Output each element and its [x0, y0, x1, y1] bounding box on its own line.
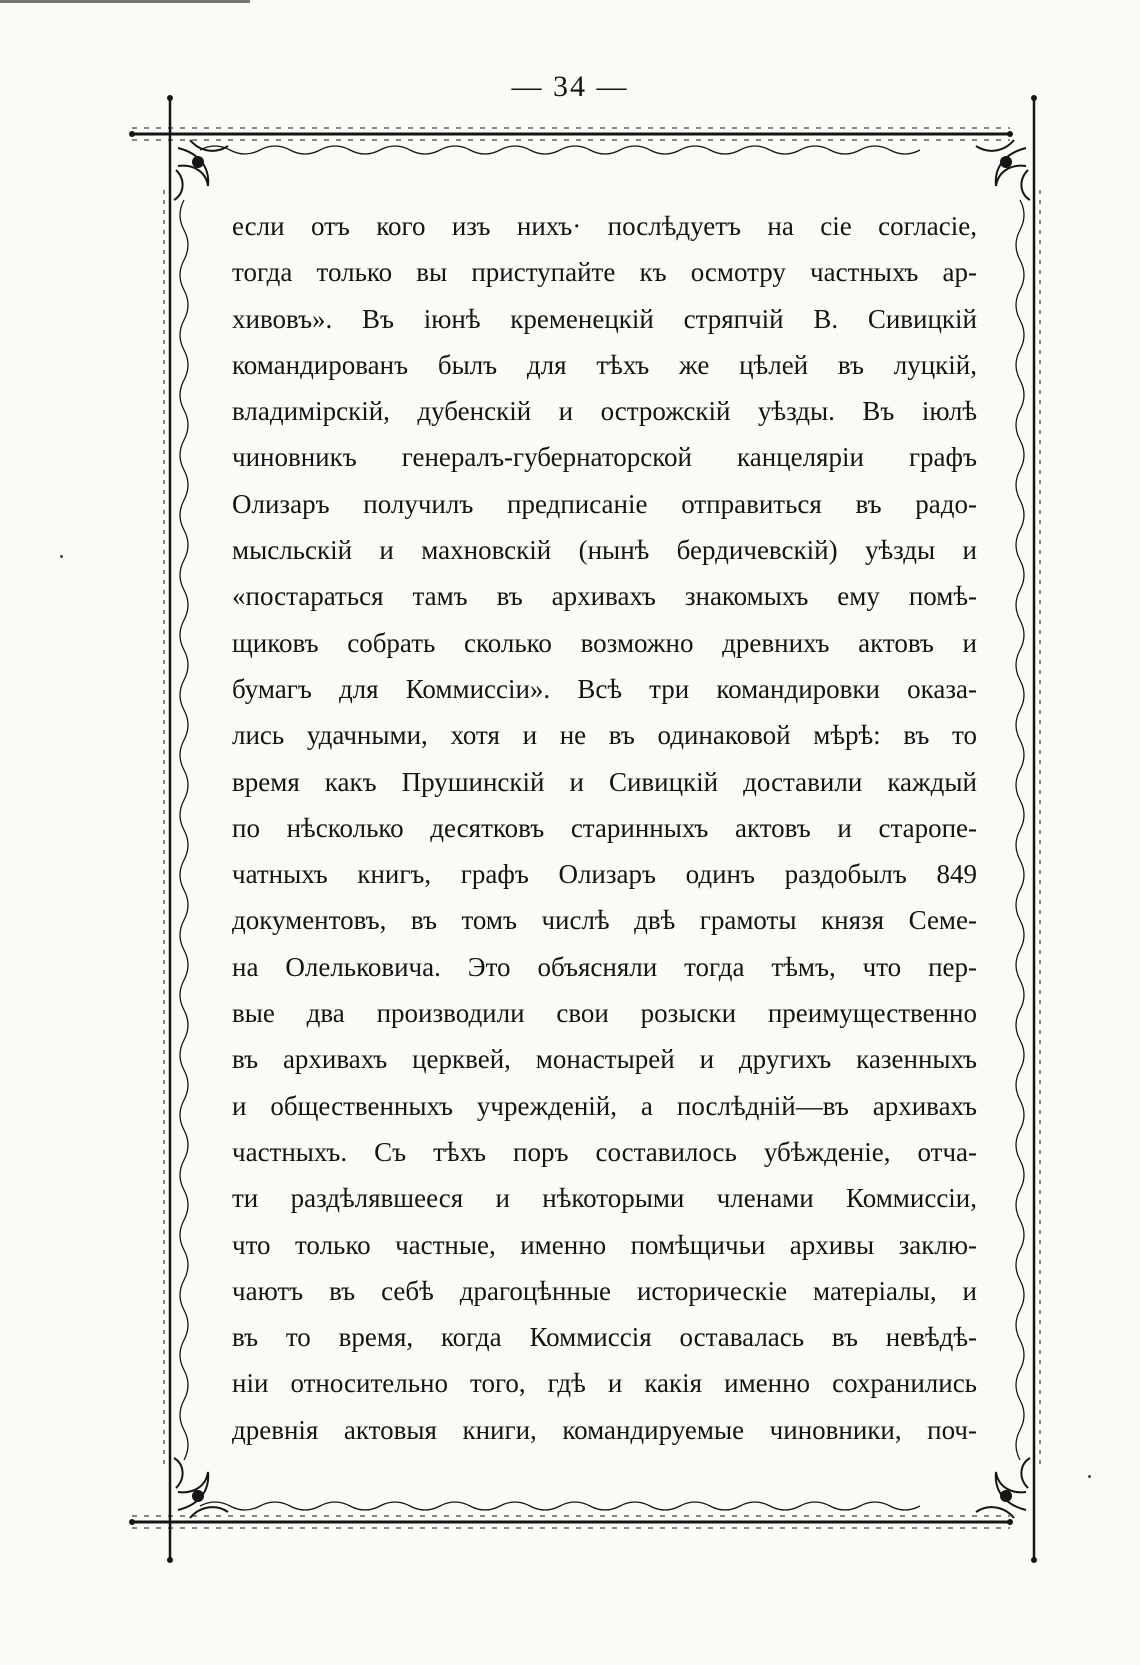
text-line: документовъ, въ томъ числѣ двѣ грамоты князя Семе-: [232, 905, 977, 936]
text-line: ти раздѣлявшееся и нѣкоторыми членами Коммиссіи,: [232, 1183, 977, 1214]
page-number: — 34 —: [511, 70, 629, 103]
corner-flourish-top-left-icon: [174, 140, 228, 200]
text-line: лись удачными, хотя и не въ одинаковой мѣрѣ: въ то: [232, 720, 977, 751]
bottom-border-rule: [132, 1502, 1010, 1528]
scan-speck: [60, 555, 63, 558]
corner-flourish-bottom-right-icon: [976, 1458, 1030, 1518]
text-line: тогда только вы приступайте къ осмотру частныхъ ар-: [232, 257, 977, 288]
text-line: ніи относительно того, гдѣ и какія именно сохранились: [232, 1368, 977, 1399]
scan-speck: [1088, 1475, 1091, 1478]
text-line: что только частные, именно помѣщичьи архивы заклю-: [232, 1229, 977, 1260]
text-line: частныхъ. Съ тѣхъ поръ составилось убѣжденіе, отча-: [232, 1136, 977, 1167]
text-line: и общественныхъ учрежденій, а послѣдній—въ архивахъ: [232, 1090, 977, 1121]
right-border-rule: [1016, 98, 1040, 1560]
text-line: въ архивахъ церквей, монастырей и другихъ казенныхъ: [232, 1044, 977, 1075]
text-line: время какъ Прушинскій и Сивицкій доставили каждый: [232, 766, 977, 797]
text-line: хивовъ». Въ іюнѣ кременецкій стряпчій В. Сивицкій: [232, 303, 977, 334]
text-line: владимірскій, дубенскій и острожскій уѣзды. Въ іюлѣ: [232, 396, 977, 427]
text-line: командированъ былъ для тѣхъ же цѣлей въ луцкій,: [232, 349, 977, 380]
text-line: чаютъ въ себѣ драгоцѣнные историческіе матеріалы, и: [232, 1275, 977, 1306]
corner-flourish-top-right-icon: [976, 140, 1030, 200]
text-line: щиковъ собрать сколько возможно древнихъ актовъ и: [232, 627, 977, 658]
text-line: Олизаръ получилъ предписаніе отправиться въ радо-: [232, 488, 977, 519]
text-line: на Олельковича. Это объясняли тогда тѣмъ, что пер-: [232, 951, 977, 982]
text-line: вые два производили свои розыски преимущественно: [232, 998, 977, 1029]
left-border-rule: [164, 98, 188, 1560]
text-line: бумагъ для Коммиссіи». Всѣ три командировки оказа-: [232, 673, 977, 704]
text-line: по нѣсколько десятковъ старинныхъ актовъ и старопе-: [232, 812, 977, 843]
top-border-rule: [132, 128, 1010, 154]
text-line: чиновникъ генералъ-губернаторской канцеляріи графъ: [232, 442, 977, 473]
text-line: мысльскій и махновскій (нынѣ бердичевскій) уѣзды и: [232, 535, 977, 566]
text-line: въ то время, когда Коммиссія оставалась въ невѣдѣ-: [232, 1322, 977, 1353]
text-line: «постараться тамъ въ архивахъ знакомыхъ ему помѣ-: [232, 581, 977, 612]
text-line: если отъ кого изъ нихъ· послѣдуетъ на сіе согласіе,: [232, 211, 977, 241]
text-line: чатныхъ книгъ, графъ Олизаръ одинъ раздобылъ 849: [232, 859, 977, 890]
body-text: [232, 203, 977, 1453]
corner-flourish-bottom-left-icon: [174, 1458, 228, 1518]
text-line: древнія актовыя книги, командируемые чиновники, поч-: [232, 1414, 977, 1445]
